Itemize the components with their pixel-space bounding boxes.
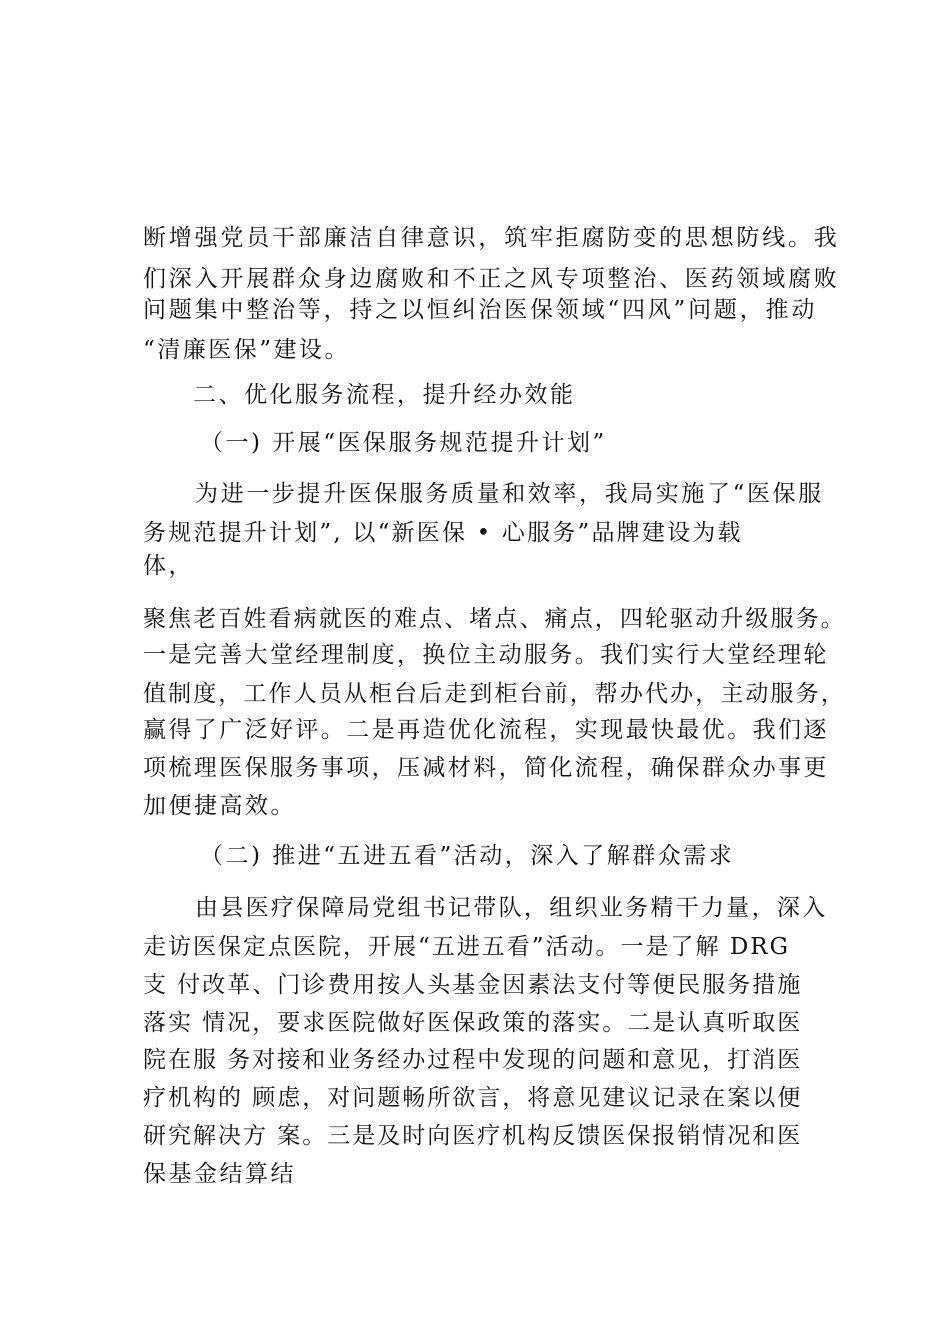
- paragraph-line: 务规范提升计划”, 以“新医保 • 心服务”品牌建设为载: [143, 520, 743, 546]
- paragraph-line: 项梳理医保服务事项，压减材料，简化流程，确保群众办事更: [143, 755, 829, 781]
- paragraph-line: 为进一步提升医保服务质量和效率，我局实施了“医保服: [195, 481, 824, 507]
- paragraph-line: 保基金结算结: [143, 1161, 296, 1187]
- paragraph-line: 们深入开展群众身边腐败和不正之风专项整治、医药领域腐败: [143, 266, 840, 292]
- paragraph-line: 体，: [143, 553, 194, 579]
- section-heading: 二、优化服务流程，提升经办效能: [193, 382, 576, 408]
- paragraph-line: 走访医保定点医院，开展“五进五看”活动。一是了解 DRG: [143, 934, 790, 960]
- paragraph-line: 断增强党员干部廉洁自律意识，筑牢拒腐防变的思想防线。我: [143, 225, 840, 251]
- paragraph-line: 疗机构的 顾虑，对问题畅所欲言，将意见建议记录在案以便: [143, 1085, 803, 1111]
- paragraph-line: 研究解决方 案。三是及时向医疗机构反馈医保报销情况和医: [143, 1123, 803, 1149]
- paragraph-line: 一是完善大堂经理制度，换位主动服务。我们实行大堂经理轮: [143, 642, 829, 668]
- subsection-heading: （二) 推进“五进五看”活动，深入了解群众需求: [200, 843, 735, 869]
- paragraph-line: 支 付改革、门诊费用按人头基金因素法支付等便民服务措施: [143, 972, 803, 998]
- paragraph-line: 赢得了广泛好评。二是再造优化流程，实现最快最优。我们逐: [143, 717, 829, 743]
- paragraph-line: 落实 情况，要求医院做好医保政策的落实。二是认真听取医: [143, 1010, 803, 1036]
- subsection-heading: （一) 开展“医保服务规范提升计划”: [200, 430, 607, 456]
- paragraph-line: 院在服 务对接和业务经办过程中发现的问题和意见，打消医: [143, 1047, 803, 1073]
- paragraph-line: 值制度，工作人员从柜台后走到柜台前，帮办代办，主动服务，: [143, 681, 846, 707]
- paragraph-line: 由县医疗保障局党组书记带队，组织业务精干力量，深入: [195, 895, 828, 921]
- paragraph-line: 聚焦老百姓看病就医的难点、堵点、痛点，四轮驱动升级服务。: [143, 606, 846, 632]
- paragraph-line: “清廉医保”建设。: [143, 337, 351, 363]
- paragraph-line: 加便捷高效。: [143, 793, 296, 819]
- paragraph-line: 问题集中整治等，持之以恒纠治医保领域“四风”问题，推动: [143, 297, 818, 323]
